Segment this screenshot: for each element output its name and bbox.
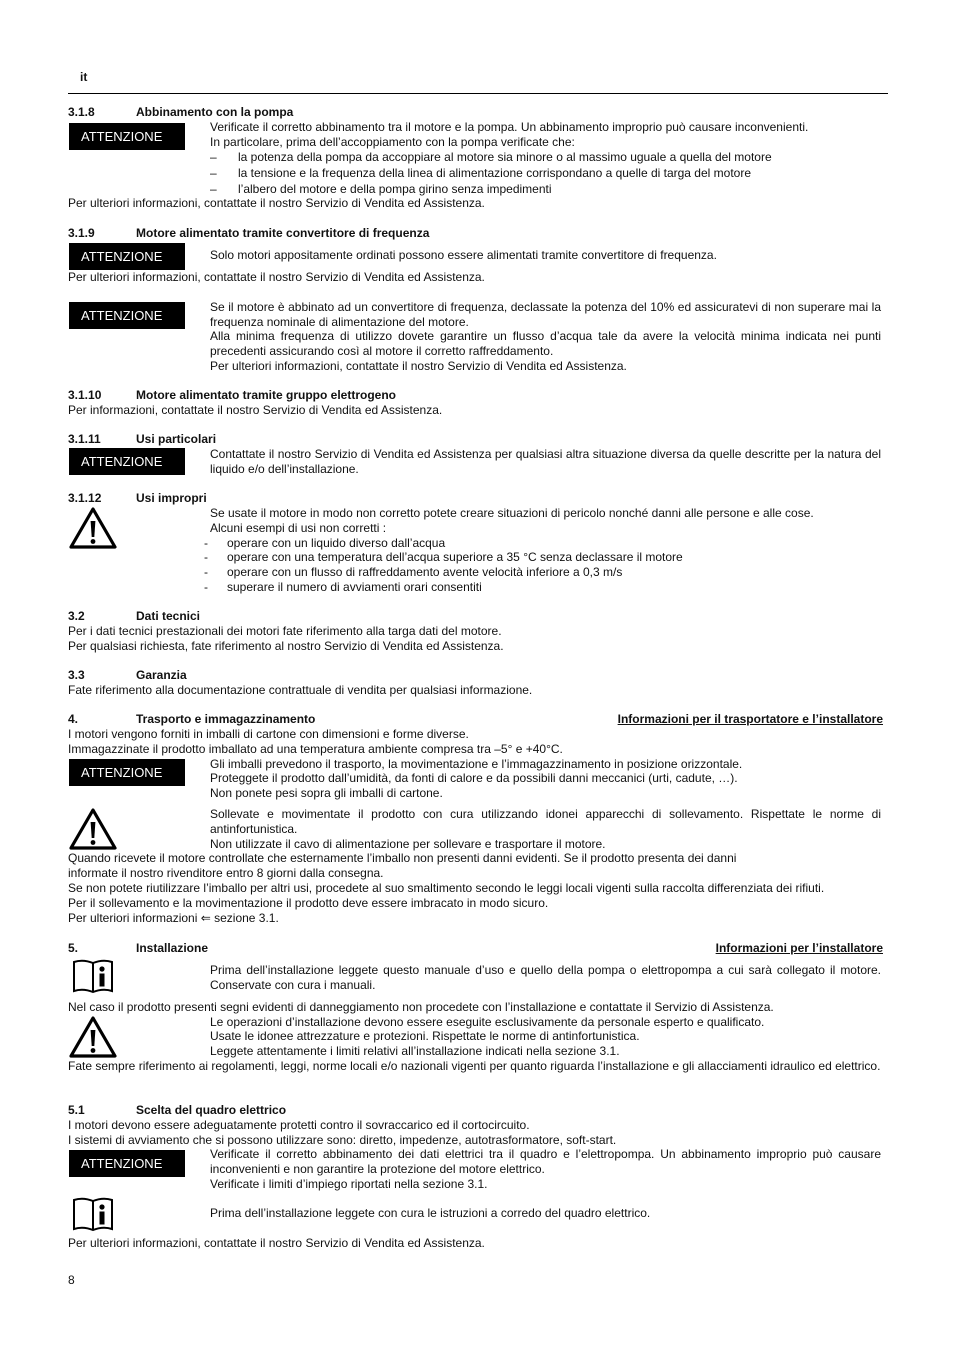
paragraph: Non utilizzate il cavo di alimentazione per sollevare e trasportare il motore.: [210, 837, 606, 851]
list-item: operare con una temperatura dell’acqua superiore a 35 °C senza declassare il motore: [227, 550, 683, 564]
paragraph: Quando ricevete il motore controllate che esternamente l’imballo non presenti danni evidenti. Se il prodotto presenta dei danni: [68, 851, 737, 865]
paragraph: Nel caso il prodotto presenti segni evidenti di danneggiamento non procedete con l’installazione e contattate il Servizio di Assistenza.: [68, 1000, 774, 1014]
section-number: 5.1: [68, 1103, 85, 1117]
paragraph: I motori devono essere adeguatamente protetti contro il sovraccarico ed il cortocircuito.: [68, 1118, 530, 1132]
section-title: Usi impropri: [136, 491, 207, 505]
list-dash: -: [204, 550, 208, 564]
header-rule: [68, 93, 888, 94]
section-title: Scelta del quadro elettrico: [136, 1103, 287, 1117]
section-title: Garanzia: [136, 668, 187, 682]
section-number: 4.: [68, 712, 79, 726]
section-title: Installazione: [136, 941, 209, 955]
section-number: 3.1.11: [68, 432, 101, 446]
paragraph: Solo motori appositamente ordinati possono essere alimentati tramite convertitore di frequenza.: [210, 248, 717, 262]
section-number: 3.2: [68, 609, 85, 623]
list-dash: –: [210, 182, 217, 196]
paragraph: Verificate i limiti d’impiego riportati nella sezione 3.1.: [210, 1177, 488, 1191]
audience-note: Informazioni per l’installatore: [715, 941, 883, 955]
paragraph: Per informazioni, contattate il nostro Servizio di Vendita ed Assistenza.: [68, 403, 443, 417]
paragraph: In particolare, prima dell’accoppiamento con la pompa verificate che:: [210, 135, 575, 149]
paragraph: Per ulteriori informazioni, contattate il nostro Servizio di Vendita ed Assistenza.: [210, 359, 627, 373]
paragraph: Prima dell’installazione leggete questo manuale d’uso e quello della pompa o elettropompa a cui sarà collegato il motore. Conservate con cura i manuali.: [210, 963, 881, 992]
paragraph: Per il sollevamento e la movimentazione il prodotto deve essere imbracato in modo sicuro.: [68, 896, 549, 910]
list-item: operare con un liquido diverso dall’acqua: [227, 536, 446, 550]
paragraph: Leggete attentamente i limiti relativi all’installazione indicati nella sezione 3.1.: [210, 1044, 620, 1058]
list-dash: –: [210, 150, 217, 164]
section-title: Trasporto e immagazzinamento: [136, 712, 316, 726]
paragraph: Sollevate e movimentate il prodotto con cura utilizzando idonei apparecchi di sollevamento. Rispettate le norme di antinfortunistica.: [210, 807, 881, 836]
attention-label: ATTENZIONE: [69, 1150, 185, 1177]
attention-label: ATTENZIONE: [69, 243, 185, 270]
paragraph: Se non potete riutilizzare l’imballo per altri usi, procedete al suo smaltimento secondo le leggi locali vigenti sulla raccolta differenziata dei rifiuti.: [68, 881, 825, 895]
paragraph: Per i dati tecnici prestazionali dei motori fate riferimento alla targa dati del motore.: [68, 624, 502, 638]
paragraph: Immagazzinate il prodotto imballato ad una temperatura ambiente compresa tra –5° e +40°C.: [68, 742, 563, 756]
paragraph: Prima dell’installazione leggete con cura le istruzioni a corredo del quadro elettrico.: [210, 1206, 651, 1220]
list-dash: -: [204, 565, 208, 579]
paragraph: Le operazioni d’installazione devono essere eseguite esclusivamente da personale esperto e qualificato.: [210, 1015, 765, 1029]
list-dash: -: [204, 580, 208, 594]
paragraph: Per ulteriori informazioni, contattate il nostro Servizio di Vendita ed Assistenza.: [68, 196, 485, 210]
section-title: Usi particolari: [136, 432, 217, 446]
paragraph: Proteggete il prodotto dall’umidità, da fonti di calore e da possibili danni meccanici (urti, cadute, …).: [210, 771, 738, 785]
paragraph: Fate riferimento alla documentazione contrattuale di vendita per qualsiasi informazione.: [68, 683, 533, 697]
paragraph: Per qualsiasi richiesta, fate riferimento al nostro Servizio di Vendita ed Assistenza.: [68, 639, 504, 653]
list-item: l’albero del motore e della pompa girino senza impedimenti: [238, 182, 552, 196]
paragraph: Verificate il corretto abbinamento tra il motore e la pompa. Un abbinamento improprio può causare inconvenienti.: [210, 120, 809, 134]
list-dash: -: [204, 536, 208, 550]
paragraph: I sistemi di avviamento che si possono utilizzare sono: diretto, impedenze, autotrasformatore, soft-start.: [68, 1133, 617, 1147]
section-number: 5.: [68, 941, 79, 955]
page-number: 8: [68, 1273, 75, 1287]
paragraph: Alcuni esempi di usi non corretti :: [210, 521, 387, 535]
attention-label: ATTENZIONE: [69, 302, 185, 329]
language-code: it: [80, 70, 88, 84]
section-number: 3.3: [68, 668, 85, 682]
paragraph: Se il motore è abbinato ad un convertitore di frequenza, declassate la potenza del 10% ed assicuratevi di non superare mai la frequenza nominale di alimentazione del motore.: [210, 300, 881, 329]
section-number: 3.1.12: [68, 491, 102, 505]
section-title: Dati tecnici: [136, 609, 201, 623]
paragraph: Gli imballi prevedono il trasporto, la movimentazione e l’immagazzinamento in posizione orizzontale.: [210, 757, 743, 771]
paragraph: informate il nostro rivenditore entro 8 giorni dalla consegna.: [68, 866, 384, 880]
manual-info-icon: [72, 958, 114, 994]
paragraph: Per ulteriori informazioni ⇐ sezione 3.1.: [68, 911, 279, 925]
warning-triangle-icon: [68, 506, 118, 550]
section-number: 3.1.8: [68, 105, 95, 119]
list-item: la tensione e la frequenza della linea di alimentazione corrispondano a quelle di targa del motore: [238, 166, 751, 180]
section-number: 3.1.10: [68, 388, 102, 402]
paragraph: Verificate il corretto abbinamento dei dati elettrici tra il quadro e l’elettropompa. Un abbinamento improprio può causare inconvenienti e non garantire la protezione del motore elettrico.: [210, 1147, 881, 1176]
section-title: Abbinamento con la pompa: [136, 105, 294, 119]
attention-label: ATTENZIONE: [69, 759, 185, 786]
paragraph: Non ponete pesi sopra gli imballi di cartone.: [210, 786, 443, 800]
warning-triangle-icon: [68, 1015, 118, 1059]
paragraph: Contattate il nostro Servizio di Vendita ed Assistenza per qualsiasi altra situazione diversa da quelle descritte per la natura del liquido e/o dell’installazione.: [210, 447, 881, 476]
paragraph: Fate sempre riferimento ai regolamenti, leggi, norme locali e/o nazionali vigenti per quanto riguarda l’installazione e gli allacciamenti idraulico ed elettrico.: [68, 1059, 881, 1073]
audience-note: Informazioni per il trasportatore e l’installatore: [617, 712, 883, 726]
section-title: Motore alimentato tramite convertitore di frequenza: [136, 226, 430, 240]
section-title: Motore alimentato tramite gruppo elettrogeno: [136, 388, 397, 402]
attention-label: ATTENZIONE: [69, 448, 185, 475]
manual-info-icon: [72, 1196, 114, 1232]
paragraph: Per ulteriori informazioni, contattate il nostro Servizio di Vendita ed Assistenza.: [68, 1236, 485, 1250]
list-item: la potenza della pompa da accoppiare al motore sia minore o al massimo uguale a quella del motore: [238, 150, 772, 164]
paragraph: Se usate il motore in modo non corretto potete creare situazioni di pericolo nonché danni alle persone e alle cose.: [210, 506, 814, 520]
list-item: superare il numero di avviamenti orari consentiti: [227, 580, 482, 594]
paragraph: Per ulteriori informazioni, contattate il nostro Servizio di Vendita ed Assistenza.: [68, 270, 485, 284]
paragraph: Alla minima frequenza di utilizzo dovete garantire un flusso d’acqua tale da avere la velocità minima indicata nei punti precedenti assicurando così al motore il corretto raffreddamento.: [210, 329, 881, 358]
list-dash: –: [210, 166, 217, 180]
warning-triangle-icon: [68, 807, 118, 851]
attention-label: ATTENZIONE: [69, 123, 185, 150]
list-item: operare con un flusso di raffreddamento avente velocità inferiore a 0,3 m/s: [227, 565, 623, 579]
paragraph: Usate le idonee attrezzature e protezioni. Rispettate le norme di antinfortunistica.: [210, 1029, 640, 1043]
paragraph: I motori vengono forniti in imballi di cartone con dimensioni e forme diverse.: [68, 727, 469, 741]
section-number: 3.1.9: [68, 226, 95, 240]
